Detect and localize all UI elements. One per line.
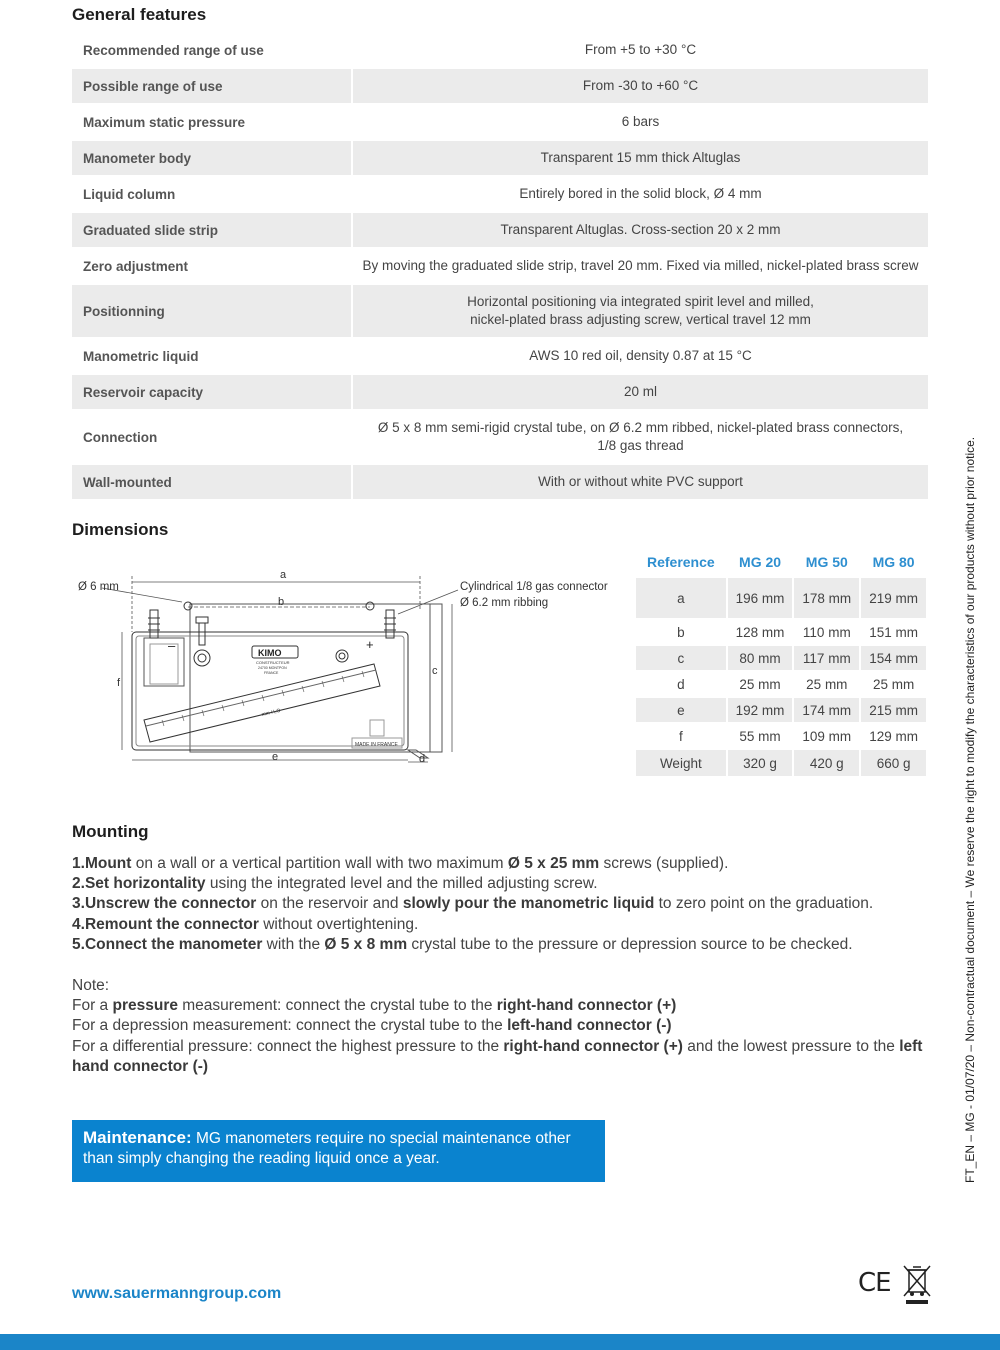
dim-value-cell: 55 mm (727, 723, 794, 749)
dim-f-label: f (117, 677, 121, 689)
weee-bin-icon (902, 1264, 932, 1306)
dim-value-cell: 154 mm (860, 645, 927, 671)
maintenance-title: Maintenance: (83, 1128, 192, 1147)
dim-row (635, 619, 927, 645)
feature-value: 20 ml (353, 375, 928, 409)
feature-row (72, 33, 928, 69)
dim-value-cell: 117 mm (793, 645, 860, 671)
feature-value: From +5 to +30 °C (584, 42, 697, 57)
dim-ref-cell: Weight (635, 749, 727, 777)
note-line-3: For a differential pressure: connect the highest pressure to the right-hand connector (+) and the lowest pressure to the left hand connector (-) (72, 1037, 923, 1075)
dim-value-cell: 174 mm (793, 697, 860, 723)
dim-value-cell: 109 mm (793, 723, 860, 749)
feature-value: Transparent 15 mm thick Altuglas (353, 141, 928, 175)
dim-value-cell: 151 mm (860, 619, 927, 645)
dim-header-cell: Reference (646, 554, 715, 570)
feature-row (72, 213, 928, 249)
dimensions-table (634, 548, 928, 778)
hole-diameter-label: Ø 6 mm (78, 581, 119, 593)
feature-label: Graduated slide strip (72, 213, 353, 247)
dim-value-cell: 110 mm (793, 619, 860, 645)
dim-header-cell: MG 20 (739, 554, 782, 570)
dim-value-cell: 80 mm (727, 645, 794, 671)
general-features-table (72, 33, 928, 501)
maintenance-line-2: than simply changing the reading liquid once a year. (83, 1150, 440, 1167)
mounting-step: 2.Set horizontality using the integrated level and the milled adjusting screw. (72, 875, 598, 893)
minus-sign: – (168, 638, 176, 653)
feature-label: Zero adjustment (72, 249, 353, 283)
dim-e-label: e (272, 751, 279, 763)
feature-value: AWS 10 red oil, density 0.87 at 15 °C (529, 348, 752, 363)
mounting-steps (72, 854, 932, 955)
mounting-step: 3.Unscrew the connector on the reservoir and slowly pour the manometric liquid to zero point on the graduation. (72, 895, 874, 913)
dim-a-label: a (280, 569, 287, 581)
feature-label: Connection (72, 411, 353, 463)
general-features-title: General features (72, 5, 207, 24)
maintenance-box (72, 1120, 605, 1182)
maintenance-line-1: MG manometers require no special maintenance other (191, 1130, 571, 1147)
mounting-step: 5.Connect the manometer with the Ø 5 x 8 mm crystal tube to the pressure or depression source to be checked. (72, 935, 853, 953)
dim-value-cell: 219 mm (860, 577, 927, 619)
ce-mark: CE (858, 1268, 891, 1298)
dim-value-cell: 660 g (860, 749, 927, 777)
dim-value-cell: 25 mm (860, 671, 927, 697)
feature-row (72, 339, 928, 375)
feature-label: Maximum static pressure (72, 105, 353, 139)
feature-label: Positionning (72, 285, 353, 337)
dim-value-cell: 192 mm (727, 697, 794, 723)
feature-label: Possible range of use (72, 69, 353, 103)
dim-row (635, 749, 927, 777)
feature-row (72, 411, 928, 465)
dim-value-cell: 420 g (793, 749, 860, 777)
dim-value-cell: 196 mm (727, 577, 794, 619)
feature-value: By moving the graduated slide strip, travel 20 mm. Fixed via milled, nickel-plated brass screw (362, 258, 919, 273)
note-title: Note: (72, 977, 110, 994)
dim-value-cell: 129 mm (860, 723, 927, 749)
mounting-step: 4.Remount the connector without overtightening. (72, 915, 419, 933)
feature-value: Entirely bored in the solid block, Ø 4 mm (519, 186, 762, 201)
feature-value: Transparent Altuglas. Cross-section 20 x 2 mm (353, 213, 928, 247)
dim-row (635, 697, 927, 723)
dim-ref-cell: f (635, 723, 727, 749)
dimensions-title: Dimensions (72, 520, 169, 539)
feature-value (353, 285, 928, 337)
feature-value (353, 411, 928, 463)
dim-row (635, 645, 927, 671)
plus-sign: + (366, 637, 374, 652)
mounting-step: 1.Mount on a wall or a vertical partition wall with two maximum Ø 5 x 25 mm screws (supplied). (72, 855, 729, 872)
maker-line-1: CONSTRUCTEUR (256, 660, 290, 665)
dim-row (635, 723, 927, 749)
feature-value-line: Ø 5 x 8 mm semi-rigid crystal tube, on Ø 6.2 mm ribbed, nickel-plated brass connectors, (377, 420, 904, 435)
feature-label: Reservoir capacity (72, 375, 353, 409)
dim-ref-cell: c (635, 645, 727, 671)
dim-row (635, 671, 927, 697)
feature-label: Manometric liquid (72, 339, 353, 373)
dim-value-cell: 178 mm (793, 577, 860, 619)
mounting-note (72, 976, 932, 1077)
dim-c-label: c (432, 665, 438, 677)
manometer-drawing (72, 562, 632, 772)
brand-logo: KIMO (258, 648, 282, 658)
feature-value-line: nickel-plated brass adjusting screw, vertical travel 12 mm (470, 312, 811, 327)
feature-value: 6 bars (621, 114, 660, 129)
dim-header-cell: MG 80 (872, 554, 915, 570)
connector-label-1: Cylindrical 1/8 gas connector (460, 581, 608, 593)
maker-line-2: 24700 MONTPON (258, 666, 287, 670)
feature-label: Recommended range of use (72, 33, 353, 67)
feature-row (72, 249, 928, 285)
feature-row (72, 105, 928, 141)
feature-value-line: Horizontal positioning via integrated spirit level and milled, (467, 294, 814, 309)
feature-row (72, 285, 928, 339)
dim-d-label: d (419, 753, 426, 765)
dim-value-cell: 25 mm (727, 671, 794, 697)
dim-value-cell: 128 mm (727, 619, 794, 645)
feature-value: From -30 to +60 °C (353, 69, 928, 103)
note-line-2: For a depression measurement: connect the crystal tube to the left-hand connector (-) (72, 1017, 672, 1035)
feature-row (72, 141, 928, 177)
legal-side-note: FT_EN – MG - 01/07/20 – Non-contractual document – We reserve the right to modify the characteristics of our products without prior notice. (963, 436, 977, 1183)
footer-bar (0, 1334, 1000, 1350)
dim-b-label: b (278, 596, 285, 608)
feature-label: Manometer body (72, 141, 353, 175)
feature-row (72, 465, 928, 501)
dim-row (635, 577, 927, 619)
website-link[interactable]: www.sauermanngroup.com (72, 1285, 282, 1302)
mounting-title: Mounting (72, 822, 149, 841)
feature-value-line: 1/8 gas thread (597, 438, 684, 453)
dim-value-cell: 25 mm (793, 671, 860, 697)
feature-row (72, 177, 928, 213)
dim-value-cell: 215 mm (860, 697, 927, 723)
feature-value: With or without white PVC support (353, 465, 928, 499)
feature-label: Wall-mounted (72, 465, 353, 499)
feature-label: Liquid column (72, 177, 353, 211)
dim-header-cell: MG 50 (805, 554, 848, 570)
scale-unit: mm H₂O (261, 707, 282, 718)
dim-ref-cell: d (635, 671, 727, 697)
feature-row (72, 375, 928, 411)
made-in-label: MADE IN FRANCE (355, 742, 398, 748)
maker-line-3: FRANCE (264, 671, 279, 675)
dim-ref-cell: b (635, 619, 727, 645)
dim-value-cell: 320 g (727, 749, 794, 777)
feature-row (72, 69, 928, 105)
dim-ref-cell: e (635, 697, 727, 723)
dim-ref-cell: a (635, 577, 727, 619)
note-line-1: For a pressure measurement: connect the crystal tube to the right-hand connector (+) (72, 997, 677, 1015)
connector-label-2: Ø 6.2 mm ribbing (460, 597, 549, 609)
